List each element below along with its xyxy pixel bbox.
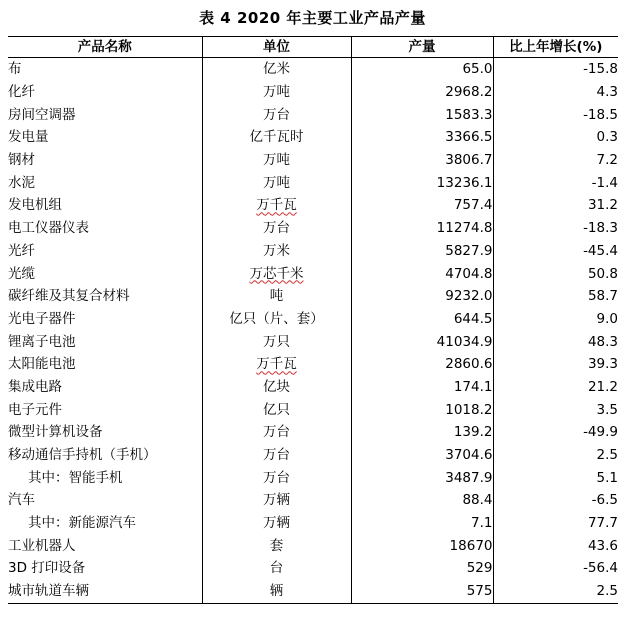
output-value: 174.1	[351, 376, 493, 399]
unit-text: 万芯千米	[249, 265, 304, 282]
product-name: 锂离子电池	[8, 333, 76, 350]
unit: 亿千瓦时	[202, 126, 351, 149]
unit	[202, 262, 351, 285]
output-value: 88.4	[351, 489, 493, 512]
unit: 亿只（片、套）	[202, 308, 351, 331]
growth-value: 2.5	[493, 580, 618, 603]
table-row	[8, 444, 618, 467]
product-name: 光电子器件	[8, 310, 76, 327]
growth-value: 58.7	[493, 285, 618, 308]
unit: 万台	[202, 421, 351, 444]
growth-value: -18.3	[493, 217, 618, 240]
output-value: 1018.2	[351, 398, 493, 421]
product-name: 化纤	[8, 84, 35, 101]
product-name: 发电机组	[8, 197, 62, 214]
growth-value: -6.5	[493, 489, 618, 512]
unit: 万米	[202, 240, 351, 263]
table-row	[8, 262, 618, 285]
unit: 亿只	[202, 398, 351, 421]
product-name: 太阳能电池	[8, 356, 76, 373]
growth-value: -45.4	[493, 240, 618, 263]
growth-value: 77.7	[493, 512, 618, 535]
output-value: 139.2	[351, 421, 493, 444]
table-row	[8, 580, 618, 603]
output-value: 9232.0	[351, 285, 493, 308]
output-value: 4704.8	[351, 262, 493, 285]
product-name: 光纤	[8, 242, 35, 259]
table-row	[8, 376, 618, 399]
header-product-name: 产品名称	[8, 37, 202, 58]
growth-value: 7.2	[493, 149, 618, 172]
output-value: 3806.7	[351, 149, 493, 172]
table-row	[8, 171, 618, 194]
unit: 辆	[202, 580, 351, 603]
production-table	[8, 36, 618, 604]
table-row	[8, 194, 618, 217]
product-name: 其中：智能手机	[28, 469, 123, 486]
header-unit: 单位	[202, 37, 351, 58]
table-row	[8, 353, 618, 376]
growth-value: 0.3	[493, 126, 618, 149]
table-row	[8, 398, 618, 421]
growth-value: 21.2	[493, 376, 618, 399]
header-growth: 比上年增长(%)	[493, 37, 618, 58]
product-name: 光缆	[8, 265, 35, 282]
output-value: 1583.3	[351, 103, 493, 126]
product-name: 电工仪器仪表	[8, 220, 89, 237]
output-value: 11274.8	[351, 217, 493, 240]
product-name: 移动通信手持机（手机）	[8, 447, 157, 464]
growth-value: 31.2	[493, 194, 618, 217]
unit: 万辆	[202, 512, 351, 535]
output-value: 3704.6	[351, 444, 493, 467]
growth-value: 3.5	[493, 398, 618, 421]
product-name: 电子元件	[8, 401, 62, 418]
product-name: 布	[8, 61, 22, 78]
growth-value: 4.3	[493, 81, 618, 104]
growth-value: 48.3	[493, 330, 618, 353]
output-value: 2860.6	[351, 353, 493, 376]
output-value: 65.0	[351, 58, 493, 81]
output-value: 644.5	[351, 308, 493, 331]
growth-value: -18.5	[493, 103, 618, 126]
unit: 万吨	[202, 149, 351, 172]
product-name: 城市轨道车辆	[8, 580, 202, 603]
unit: 万吨	[202, 81, 351, 104]
growth-value: -1.4	[493, 171, 618, 194]
unit: 万台	[202, 466, 351, 489]
unit: 万吨	[202, 171, 351, 194]
growth-value: 39.3	[493, 353, 618, 376]
table-row	[8, 240, 618, 263]
table-row	[8, 489, 618, 512]
table-row	[8, 512, 618, 535]
table-row	[8, 149, 618, 172]
output-value: 3366.5	[351, 126, 493, 149]
growth-value: 5.1	[493, 466, 618, 489]
output-value: 3487.9	[351, 466, 493, 489]
unit	[202, 194, 351, 217]
unit: 亿米	[202, 58, 351, 81]
table-row	[8, 466, 618, 489]
unit: 万台	[202, 217, 351, 240]
table-row	[8, 330, 618, 353]
output-value: 18670	[351, 534, 493, 557]
product-name: 其中：新能源汽车	[28, 515, 136, 532]
product-name: 3D 打印设备	[8, 560, 86, 577]
unit: 吨	[202, 285, 351, 308]
growth-value: 2.5	[493, 444, 618, 467]
growth-value: 50.8	[493, 262, 618, 285]
unit	[202, 353, 351, 376]
product-name: 碳纤维及其复合材料	[8, 288, 130, 305]
output-value: 575	[351, 580, 493, 603]
product-name: 集成电路	[8, 378, 62, 395]
table-row	[8, 103, 618, 126]
growth-value: -56.4	[493, 557, 618, 580]
unit: 万台	[202, 103, 351, 126]
product-name: 水泥	[8, 174, 35, 191]
table-row	[8, 217, 618, 240]
output-value: 41034.9	[351, 330, 493, 353]
table-row	[8, 126, 618, 149]
product-name: 微型计算机设备	[8, 424, 103, 441]
product-name: 汽车	[8, 492, 35, 509]
unit-text: 万千瓦	[256, 197, 297, 214]
unit: 套	[202, 534, 351, 557]
table-row	[8, 534, 618, 557]
growth-value: -15.8	[493, 58, 618, 81]
output-value: 5827.9	[351, 240, 493, 263]
unit: 万台	[202, 444, 351, 467]
unit: 万只	[202, 330, 351, 353]
table-title: 表 4 2020 年主要工业产品产量	[199, 9, 426, 27]
header-output: 产量	[351, 37, 493, 58]
product-name: 工业机器人	[8, 537, 76, 554]
output-value: 757.4	[351, 194, 493, 217]
unit: 万辆	[202, 489, 351, 512]
unit: 亿块	[202, 376, 351, 399]
table-row	[8, 81, 618, 104]
table-row	[8, 285, 618, 308]
product-name: 钢材	[8, 152, 35, 169]
output-value: 529	[351, 557, 493, 580]
unit: 台	[202, 557, 351, 580]
output-value: 13236.1	[351, 171, 493, 194]
header-row	[8, 37, 618, 58]
product-name: 房间空调器	[8, 106, 76, 123]
table-row	[8, 557, 618, 580]
output-value: 7.1	[351, 512, 493, 535]
growth-value: 43.6	[493, 534, 618, 557]
table-row	[8, 58, 618, 81]
growth-value: 9.0	[493, 308, 618, 331]
table-row	[8, 421, 618, 444]
output-value: 2968.2	[351, 81, 493, 104]
table-row	[8, 308, 618, 331]
unit-text: 万千瓦	[256, 356, 297, 373]
growth-value: -49.9	[493, 421, 618, 444]
product-name: 发电量	[8, 129, 49, 146]
